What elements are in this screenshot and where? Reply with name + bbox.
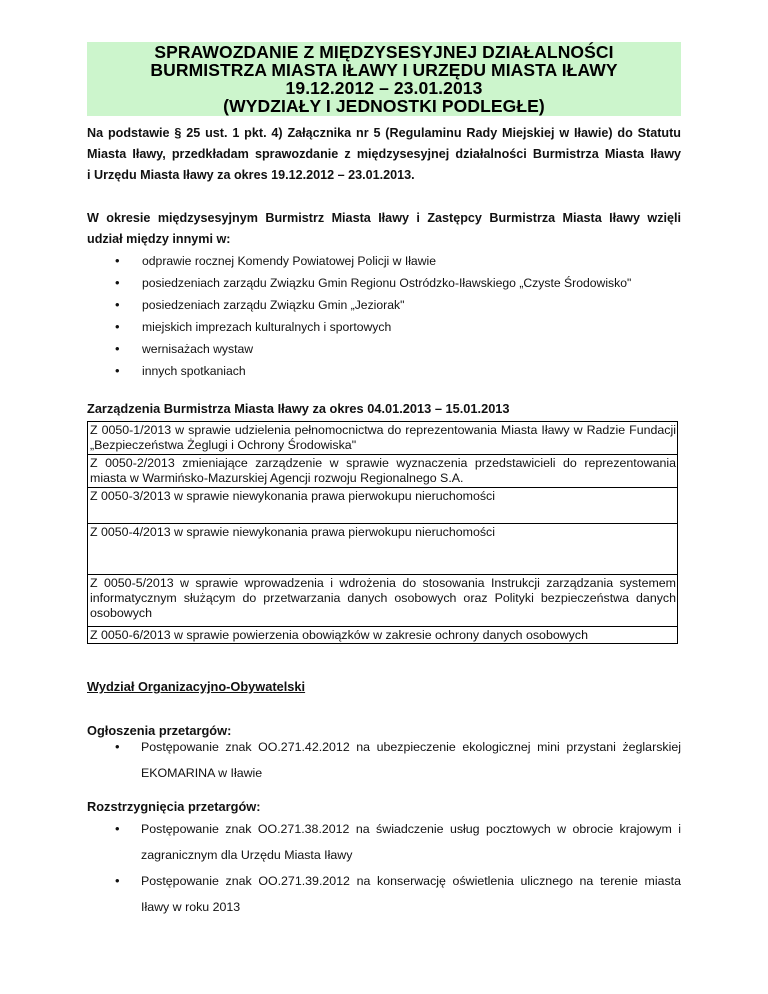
table-row [88,422,678,455]
results-list [87,816,681,920]
table-cell: Z 0050-3/2013 w sprawie niewykonania prawa pierwokupu nieruchomości [88,488,678,524]
intro-line-1: Na podstawie § 25 ust. 1 pkt. 4) Załącznika nr 5 (Regulaminu Rady Miejskiej w Iławie) do Statutu [87,126,681,140]
participation-line-2: udział między innymi w: [87,232,231,246]
list-item: • Postępowanie znak OO.271.42.2012 na ubezpieczenie ekologicznej mini przystani żeglarskiej EKOMARINA w Iławie [87,734,681,786]
intro-line-2: Miasta Iławy, przedkładam sprawozdanie z międzysesyjnej działalności Burmistrza Miasta Iławy [87,147,681,161]
intro-paragraph [87,123,681,186]
table-row [88,627,678,644]
participation-list [87,254,681,386]
table-row [88,524,678,575]
intro-line-3: i Urzędu Miasta Iławy za okres 19.12.2012 – 23.01.2013. [87,168,415,182]
participation-paragraph [87,208,681,250]
title-line-1: SPRAWOZDANIE Z MIĘDZYSESYJNEJ DZIAŁALNOŚCI [154,42,614,62]
list-item: • Postępowanie znak OO.271.39.2012 na konserwację oświetlenia ulicznego na terenie miasta Iławy w roku 2013 [87,868,681,920]
table-cell: Z 0050-2/2013 zmieniające zarządzenie w sprawie wyznaczenia przedstawicieli do reprezentowania miasta w Warmińsko-Mazurskiej Agencji rozwoju Regionalnego S.A. [88,455,678,488]
list-item: • Postępowanie znak OO.271.38.2012 na świadczenie usług pocztowych w obrocie krajowym i zagranicznym dla Urzędu Miasta Iławy [87,816,681,868]
table-cell: Z 0050-5/2013 w sprawie wprowadzenia i wdrożenia do stosowania Instrukcji zarządzania systemem informatycznym służącym do przetwarzania danych osobowych oraz Polityki bezpieczeństwa danych osobowych [88,575,678,627]
list-item: • wernisażach wystaw [87,342,681,364]
table-cell: Z 0050-4/2013 w sprawie niewykonania prawa pierwokupu nieruchomości [88,524,678,575]
table-cell: Z 0050-1/2013 w sprawie udzielenia pełnomocnictwa do reprezentowania Miasta Iławy w Radzie Fundacji „Bezpieczeństwa Żeglugi i Ochrony Środowiska" [88,422,678,455]
title-line-2: BURMISTRZA MIASTA IŁAWY I URZĘDU MIASTA IŁAWY [150,60,618,80]
list-item: • posiedzeniach zarządu Związku Gmin Regionu Ostródzko-Iławskiego „Czyste Środowisko" [87,276,681,298]
table-row [88,455,678,488]
list-item: • miejskich imprezach kulturalnych i sportowych [87,320,681,342]
table-row [88,575,678,627]
orders-heading: Zarządzenia Burmistrza Miasta Iławy za okres 04.01.2013 – 15.01.2013 [87,401,510,416]
tenders-list [87,734,681,786]
results-heading: Rozstrzygnięcia przetargów: [87,799,261,814]
list-item: • odprawie rocznej Komendy Powiatowej Policji w Iławie [87,254,681,276]
table-cell: Z 0050-6/2013 w sprawie powierzenia obowiązków w zakresie ochrony danych osobowych [88,627,678,644]
title-line-3: 19.12.2012 – 23.01.2013 [285,78,483,98]
title-line-4: (WYDZIAŁY I JEDNOSTKI PODLEGŁE) [223,96,545,116]
report-title [87,42,681,116]
tenders-heading: Ogłoszenia przetargów: [87,723,232,738]
participation-line-1: W okresie międzysesyjnym Burmistrz Miasta Iławy i Zastępcy Burmistrza Miasta Iławy wzięli [87,211,681,225]
table-row [88,488,678,524]
orders-table [87,421,678,644]
list-item: • innych spotkaniach [87,364,681,386]
list-item: • posiedzeniach zarządu Związku Gmin „Jeziorak" [87,298,681,320]
department-heading: Wydział Organizacyjno-Obywatelski [87,679,306,694]
